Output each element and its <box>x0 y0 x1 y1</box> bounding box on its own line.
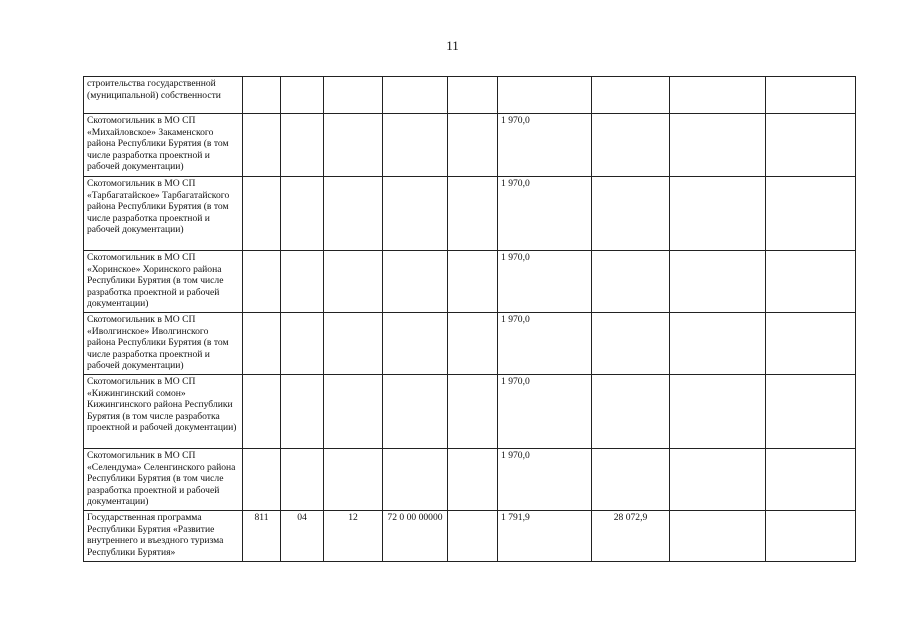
section-code-cell <box>281 77 324 114</box>
expense-type-cell <box>448 313 498 375</box>
amount-cell-2 <box>592 251 670 313</box>
admin-code-cell <box>243 313 281 375</box>
amount-cell-3 <box>670 511 766 562</box>
amount-cell-1: 1 970,0 <box>498 313 592 375</box>
subsection-code-cell <box>324 449 383 511</box>
table-row <box>84 177 856 251</box>
admin-code-cell <box>243 449 281 511</box>
expense-type-cell <box>448 375 498 449</box>
budget-table <box>83 76 856 562</box>
admin-code-cell <box>243 375 281 449</box>
admin-code-cell <box>243 251 281 313</box>
table-body <box>84 77 856 562</box>
amount-cell-1: 1 970,0 <box>498 449 592 511</box>
subsection-code-cell <box>324 177 383 251</box>
table-row <box>84 251 856 313</box>
table-row <box>84 375 856 449</box>
row-name-cell: Скотомогильник в МО СП «Михайловское» Закаменского района Республики Бурятия (в том числе разработка проектной и рабочей документации) <box>84 114 243 177</box>
table-row <box>84 511 856 562</box>
admin-code-cell: 811 <box>243 511 281 562</box>
page-number: 11 <box>446 38 459 53</box>
amount-cell-4 <box>766 313 856 375</box>
target-code-cell <box>383 77 448 114</box>
amount-cell-1: 1 970,0 <box>498 114 592 177</box>
target-code-cell <box>383 375 448 449</box>
amount-cell-3 <box>670 449 766 511</box>
expense-type-cell <box>448 449 498 511</box>
target-code-cell <box>383 313 448 375</box>
section-code-cell <box>281 114 324 177</box>
amount-cell-3 <box>670 77 766 114</box>
amount-cell-3 <box>670 313 766 375</box>
amount-cell-3 <box>670 375 766 449</box>
admin-code-cell <box>243 114 281 177</box>
table-row <box>84 114 856 177</box>
subsection-code-cell <box>324 114 383 177</box>
amount-cell-2 <box>592 77 670 114</box>
amount-cell-1: 1 970,0 <box>498 375 592 449</box>
section-code-cell <box>281 313 324 375</box>
admin-code-cell <box>243 177 281 251</box>
table-row <box>84 449 856 511</box>
table-row <box>84 77 856 114</box>
amount-cell-3 <box>670 251 766 313</box>
subsection-code-cell <box>324 313 383 375</box>
amount-cell-4 <box>766 114 856 177</box>
row-name-cell: Скотомогильник в МО СП «Иволгинское» Иволгинского района Республики Бурятия (в том числе разработка проектной и рабочей документации) <box>84 313 243 375</box>
amount-cell-4 <box>766 251 856 313</box>
subsection-code-cell <box>324 251 383 313</box>
row-name-cell: Скотомогильник в МО СП «Тарбагатайское» Тарбагатайского района Республики Бурятия (в том числе разработка проектной и рабочей документации) <box>84 177 243 251</box>
amount-cell-4 <box>766 449 856 511</box>
amount-cell-3 <box>670 177 766 251</box>
target-code-cell: 72 0 00 00000 <box>383 511 448 562</box>
section-code-cell: 04 <box>281 511 324 562</box>
amount-cell-1: 1 970,0 <box>498 177 592 251</box>
row-name-cell: Скотомогильник в МО СП «Хоринское» Хоринского района Республики Бурятия (в том числе разработка проектной и рабочей документации) <box>84 251 243 313</box>
target-code-cell <box>383 177 448 251</box>
amount-cell-4 <box>766 375 856 449</box>
table-row <box>84 313 856 375</box>
target-code-cell <box>383 449 448 511</box>
amount-cell-3 <box>670 114 766 177</box>
expense-type-cell <box>448 114 498 177</box>
amount-cell-2 <box>592 375 670 449</box>
section-code-cell <box>281 177 324 251</box>
amount-cell-4 <box>766 77 856 114</box>
amount-cell-1 <box>498 77 592 114</box>
amount-cell-2 <box>592 114 670 177</box>
amount-cell-2: 28 072,9 <box>592 511 670 562</box>
amount-cell-4 <box>766 511 856 562</box>
expense-type-cell <box>448 177 498 251</box>
expense-type-cell <box>448 251 498 313</box>
row-name-cell: Скотомогильник в МО СП «Селендума» Селенгинского района Республики Бурятия (в том числе разработка проектной и рабочей документации) <box>84 449 243 511</box>
section-code-cell <box>281 449 324 511</box>
amount-cell-2 <box>592 313 670 375</box>
subsection-code-cell <box>324 77 383 114</box>
section-code-cell <box>281 375 324 449</box>
amount-cell-2 <box>592 177 670 251</box>
target-code-cell <box>383 114 448 177</box>
amount-cell-1: 1 970,0 <box>498 251 592 313</box>
amount-cell-4 <box>766 177 856 251</box>
expense-type-cell <box>448 511 498 562</box>
subsection-code-cell: 12 <box>324 511 383 562</box>
admin-code-cell <box>243 77 281 114</box>
expense-type-cell <box>448 77 498 114</box>
subsection-code-cell <box>324 375 383 449</box>
amount-cell-1: 1 791,9 <box>498 511 592 562</box>
target-code-cell <box>383 251 448 313</box>
amount-cell-2 <box>592 449 670 511</box>
row-name-cell: Государственная программа Республики Бурятия «Развитие внутреннего и въездного туризма Республики Бурятия» <box>84 511 243 562</box>
row-name-cell: Скотомогильник в МО СП «Кижингинский сомон» Кижингинского района Республики Бурятия (в том числе разработка проектной и рабочей документации) <box>84 375 243 449</box>
row-name-cell: строительства государственной (муниципальной) собственности <box>84 77 243 114</box>
section-code-cell <box>281 251 324 313</box>
